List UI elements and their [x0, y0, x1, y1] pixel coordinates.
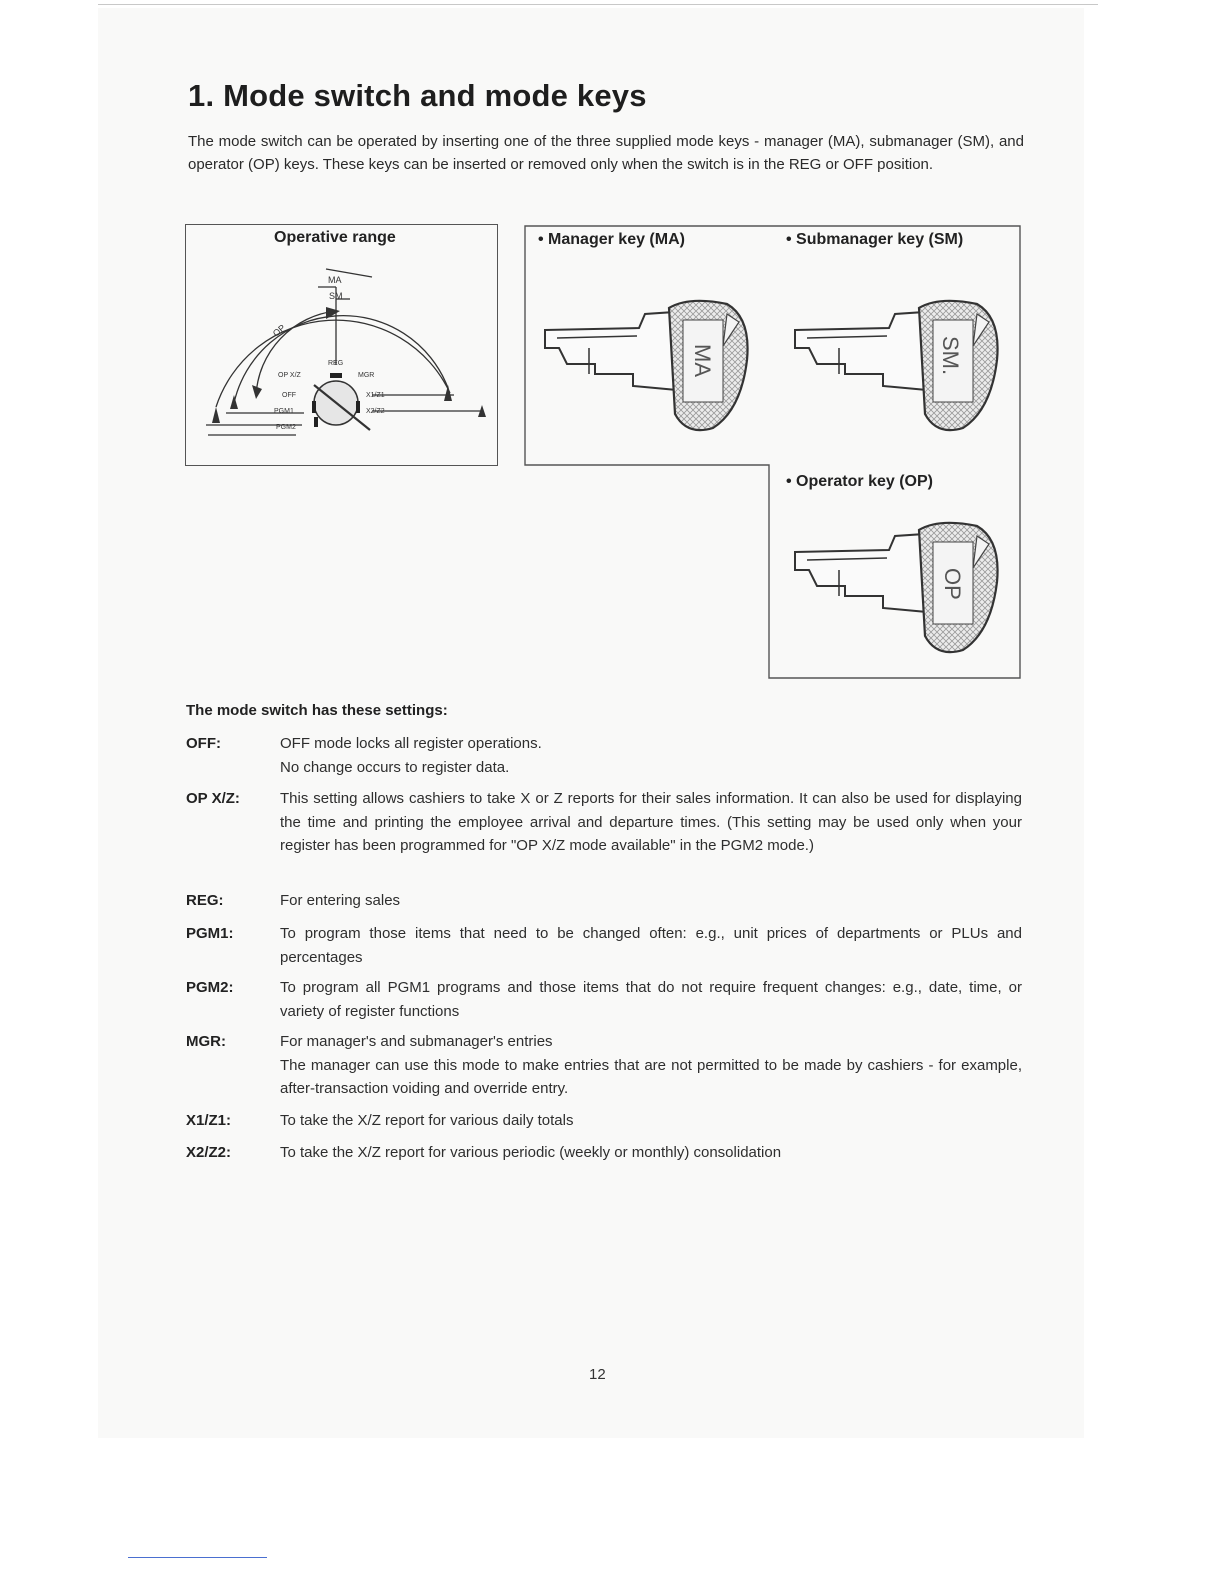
setting-row-reg [186, 889, 1022, 913]
page-number: 12 [589, 1366, 606, 1383]
manager-key-caption: • Manager key (MA) [538, 231, 685, 248]
setting-line: OFF mode locks all register operations. [280, 735, 542, 752]
setting-description [280, 1109, 1022, 1133]
setting-line: For manager's and submanager's entries [280, 1033, 553, 1050]
setting-line: To program those items that need to be changed often: e.g., unit prices of departments or PLUs and percentages [280, 925, 1022, 966]
setting-description [280, 889, 1022, 913]
setting-key: MGR: [186, 1033, 226, 1050]
setting-key: OFF: [186, 735, 221, 752]
setting-line: To take the X/Z report for various periodic (weekly or monthly) consolidation [280, 1144, 782, 1161]
setting-key: OP X/Z: [186, 790, 240, 807]
manager-key-tag: MA [690, 344, 715, 377]
setting-key: X2/Z2: [186, 1144, 232, 1161]
label-x2z2: X2/Z2 [366, 408, 385, 415]
setting-row-mgr [186, 1030, 1022, 1101]
settings-heading: The mode switch has these settings: [186, 702, 448, 719]
setting-line: For entering sales [280, 892, 401, 909]
setting-line: The manager can use this mode to make entries that are not permitted to be made by cashiers - for example, after-transaction voiding and override entry. [280, 1056, 1022, 1097]
operative-range-title: Operative range [274, 229, 396, 246]
setting-description [280, 787, 1022, 858]
setting-description [280, 1030, 1022, 1101]
label-opxz: OP X/Z [278, 372, 301, 379]
label-op: OP [270, 322, 288, 339]
submanager-key-caption: • Submanager key (SM) [786, 231, 964, 248]
label-off: OFF [282, 392, 296, 399]
setting-key: X1/Z1: [186, 1112, 232, 1129]
setting-row-off [186, 732, 1022, 779]
setting-key: PGM2: [186, 979, 234, 996]
label-pgm1: PGM1 [274, 408, 294, 415]
setting-description [280, 976, 1022, 1023]
operator-key-caption: • Operator key (OP) [786, 473, 933, 490]
setting-key: REG: [186, 892, 224, 909]
label-sm: SM [329, 291, 343, 301]
operator-key-image [787, 512, 1017, 662]
setting-description [280, 732, 1022, 779]
manager-key-image [537, 290, 767, 440]
footer-link-underline[interactable] [128, 1557, 267, 1558]
operator-key-tag: OP [940, 568, 965, 600]
setting-key: PGM1: [186, 925, 234, 942]
label-ma: MA [328, 275, 342, 285]
setting-row-opxz [186, 787, 1022, 858]
submanager-key-image [787, 290, 1017, 440]
label-x1z1: X1/Z1 [366, 392, 385, 399]
setting-row-pgm1 [186, 922, 1022, 969]
label-pgm2: PGM2 [276, 424, 296, 431]
intro-paragraph: The mode switch can be operated by inserting one of the three supplied mode keys - manager (MA), submanager (SM), and operator (OP) keys. These keys can be inserted or removed only when the switch is in the REG or OFF position. [188, 133, 1024, 173]
label-reg: REG [328, 360, 344, 367]
setting-line: To program all PGM1 programs and those items that do not require frequent changes: e.g., date, time, or variety of register functions [280, 979, 1022, 1020]
submanager-key-tag: SM. [938, 336, 963, 376]
setting-row-pgm2 [186, 976, 1022, 1023]
setting-line: This setting allows cashiers to take X or Z reports for their sales information. It can also be used for displaying the time and printing the employee arrival and departure times. (This setting may be used only when your register has been programmed for "OP X/Z mode available" in the PGM2 mode.) [280, 790, 1022, 854]
setting-line: To take the X/Z report for various daily totals [280, 1112, 574, 1129]
label-mgr: MGR [358, 372, 375, 379]
setting-row-x2z2 [186, 1141, 1022, 1165]
page-title: 1. Mode switch and mode keys [188, 78, 647, 113]
setting-row-x1z1 [186, 1109, 1022, 1133]
setting-description [280, 922, 1022, 969]
setting-line: No change occurs to register data. [280, 758, 510, 776]
setting-description [280, 1141, 1022, 1165]
